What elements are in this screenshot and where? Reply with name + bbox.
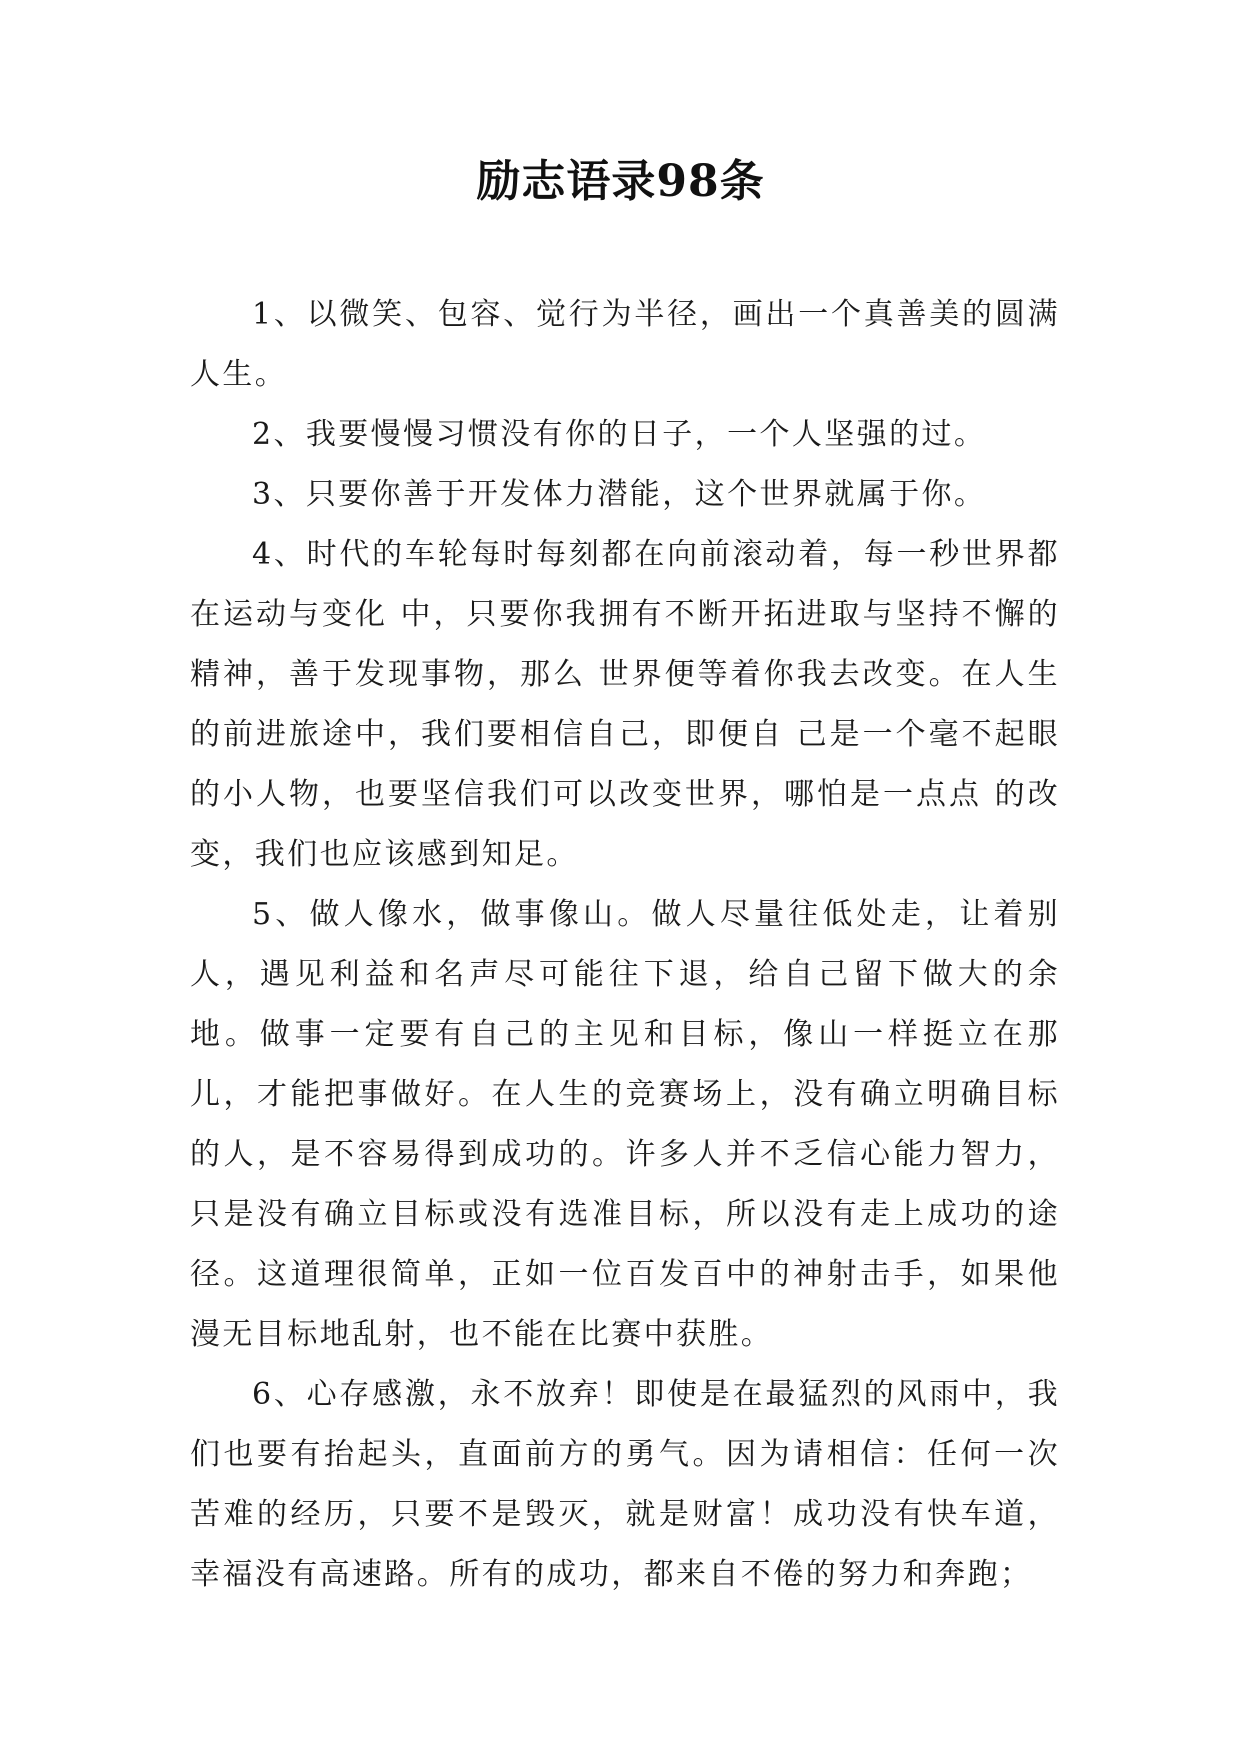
quote-paragraph-6: 6、心存感激，永不放弃！即使是在最猛烈的风雨中，我们也要有抬起头，直面前方的勇气。因为请相信：任何一次苦难的经历，只要不是毁灭，就是财富！成功没有快车道，幸福没有高速路。所有的成功，都来自不倦的努力和奔跑；: [190, 1377, 1060, 1592]
quote-paragraph-1: 1、以微笑、包容、觉行为半径，画出一个真善美的圆满人生。: [190, 297, 1060, 392]
quote-paragraph-2: 2、我要慢慢习惯没有你的日子，一个人坚强的过。: [252, 417, 987, 452]
document-title: 励志语录98条: [476, 156, 765, 207]
document-body: [190, 285, 1060, 1605]
quote-paragraph-5: 5、做人像水，做事像山。做人尽量往低处走，让着别人，遇见利益和名声尽可能往下退，给自己留下做大的余地。做事一定要有自己的主见和目标，像山一样挺立在那儿，才能把事做好。在人生的竞赛场上，没有确立明确目标的人，是不容易得到成功的。许多人并不乏信心能力智力，只是没有确立目标或没有选准目标，所以没有走上成功的途径。这道理很简单，正如一位百发百中的神射击手，如果他漫无目标地乱射，也不能在比赛中获胜。: [190, 897, 1060, 1352]
quote-paragraph-3: 3、只要你善于开发体力潜能，这个世界就属于你。: [252, 477, 987, 512]
quote-paragraph-4: 4、时代的车轮每时每刻都在向前滚动着，每一秒世界都在运动与变化 中，只要你我拥有不断开拓进取与坚持不懈的精神，善于发现事物，那么 世界便等着你我去改变。在人生的前进旅途中，我们要相信自己，即便自 己是一个毫不起眼的小人物，也要坚信我们可以改变世界，哪怕是一点点 的改变，我们也应该感到知足。: [190, 537, 1060, 872]
